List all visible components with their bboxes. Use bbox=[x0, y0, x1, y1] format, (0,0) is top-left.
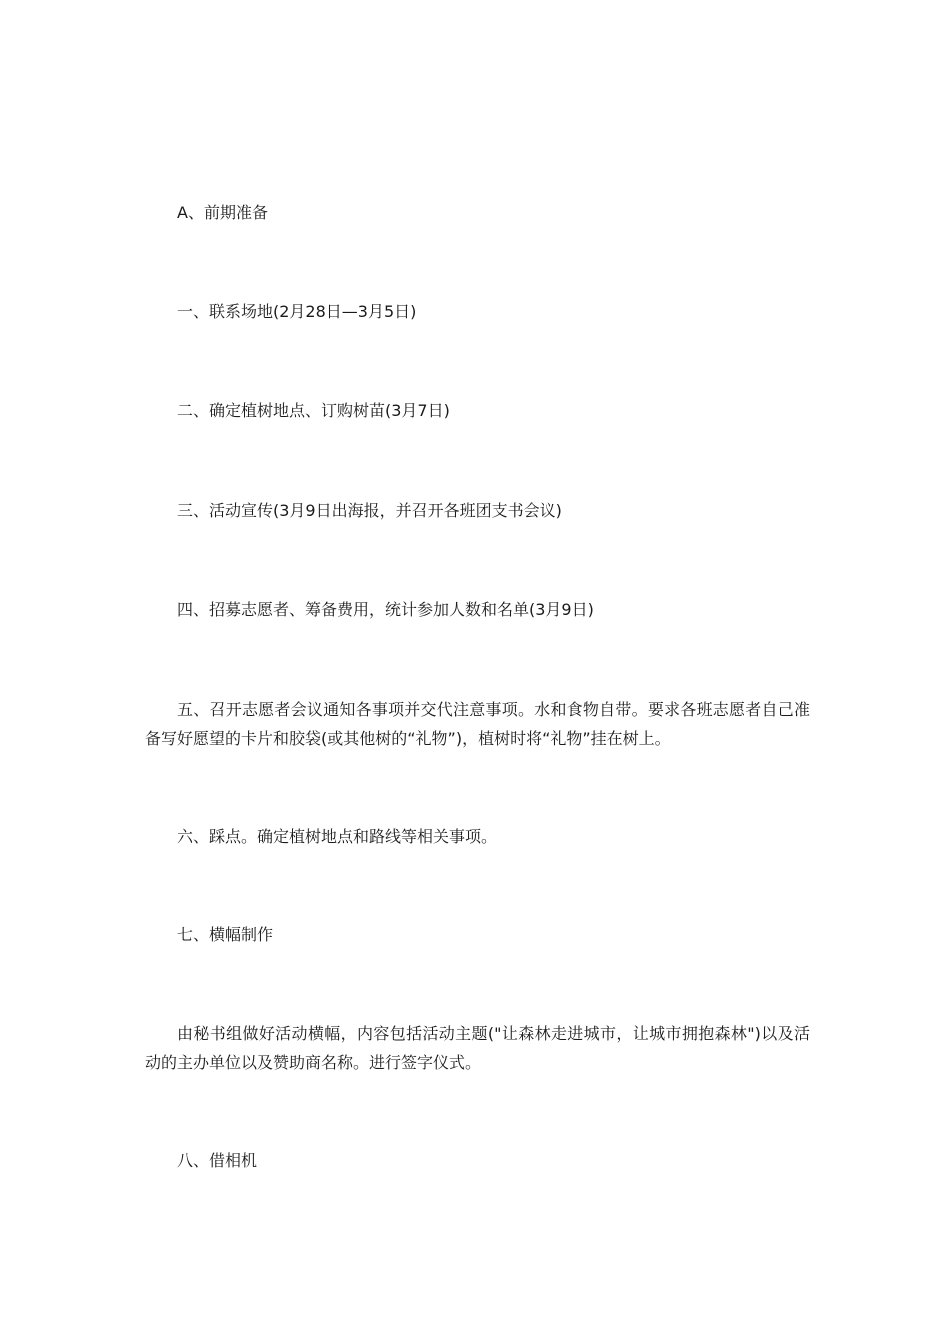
item-5-volunteer-meeting: 五、召开志愿者会议通知各事项并交代注意事项。水和食物自带。要求各班志愿者自己准备写好愿望的卡片和胶袋(或其他树的“礼物”)，植树时将“礼物”挂在树上。 bbox=[145, 700, 810, 748]
item-8-borrow-camera: 八、借相机 bbox=[177, 1151, 258, 1170]
item-6-site-survey: 六、踩点。确定植树地点和路线等相关事项。 bbox=[177, 827, 498, 846]
heading-a-preparation: A、前期准备 bbox=[177, 203, 268, 222]
item-7-banner: 七、横幅制作 bbox=[177, 925, 274, 944]
banner-description: 由秘书组做好活动横幅，内容包括活动主题("让森林走进城市，让城市拥抱森林")以及活动的主办单位以及赞助商名称。进行签字仪式。 bbox=[145, 1024, 810, 1072]
item-3-publicity: 三、活动宣传(3月9日出海报，并召开各班团支书会议) bbox=[177, 501, 562, 520]
item-4-recruit-volunteers: 四、招募志愿者、筹备费用，统计参加人数和名单(3月9日) bbox=[177, 600, 594, 619]
item-2-confirm-location: 二、确定植树地点、订购树苗(3月7日) bbox=[177, 401, 450, 420]
item-1-contact-venue: 一、联系场地(2月28日—3月5日) bbox=[177, 302, 417, 321]
